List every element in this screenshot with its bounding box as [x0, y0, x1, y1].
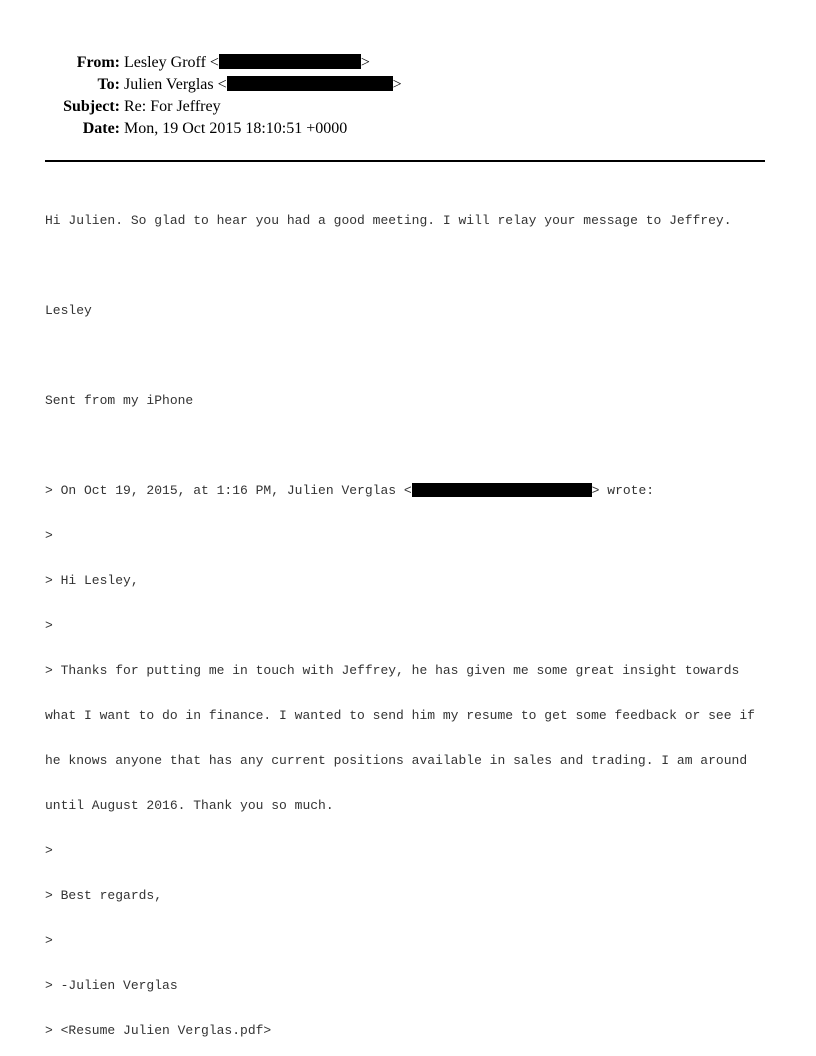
to-end: >	[392, 76, 402, 93]
date-value: Mon, 19 Oct 2015 18:10:51 +0000	[124, 120, 348, 137]
header-divider	[45, 160, 765, 162]
blank-line	[45, 258, 770, 273]
to-value	[124, 74, 402, 96]
quote-line: > Thanks for putting me in touch with Jeffrey, he has given me some great insight towards	[45, 663, 740, 678]
date-label: Date:	[82, 120, 120, 137]
greeting-line: Hi Julien. So glad to hear you had a good meeting. I will relay your message to Jeffrey.	[45, 213, 732, 228]
quote-line: > Hi Lesley,	[45, 573, 139, 588]
quote-line: >	[45, 843, 53, 858]
signature-line: Lesley	[45, 303, 92, 318]
blank-line	[45, 348, 770, 363]
blank-line	[45, 438, 770, 453]
quote-intro-start: > On Oct 19, 2015, at 1:16 PM, Julien Verglas <	[45, 483, 412, 498]
subject-row	[0, 96, 816, 118]
email-body	[45, 183, 770, 1053]
from-end: >	[360, 54, 370, 71]
quote-line: > -Julien Verglas	[45, 978, 178, 993]
from-name: Lesley Groff <	[124, 54, 219, 71]
from-value	[124, 52, 370, 74]
subject-label: Subject:	[63, 98, 120, 115]
quote-intro-end: > wrote:	[591, 483, 655, 498]
date-row	[0, 118, 816, 140]
attachment-line: > <Resume Julien Verglas.pdf>	[45, 1023, 272, 1038]
redacted-email	[412, 483, 592, 497]
to-name: Julien Verglas <	[124, 76, 227, 93]
subject-value: Re: For Jeffrey	[124, 98, 221, 115]
to-row	[0, 74, 816, 96]
quote-line: > Best regards,	[45, 888, 163, 903]
redacted-email	[219, 54, 361, 69]
quote-intro-line	[45, 483, 770, 498]
quote-line: he knows anyone that has any current positions available in sales and trading. I am around	[45, 753, 748, 768]
from-label: From:	[76, 54, 120, 71]
from-row	[0, 52, 816, 74]
quote-line: >	[45, 528, 53, 543]
quote-line: >	[45, 933, 53, 948]
email-header	[0, 52, 816, 140]
quote-line: >	[45, 618, 53, 633]
quote-line: until August 2016. Thank you so much.	[45, 798, 334, 813]
sent-from-line: Sent from my iPhone	[45, 393, 194, 408]
to-label: To:	[97, 76, 120, 93]
quote-line: what I want to do in finance. I wanted to send him my resume to get some feedback or see if	[45, 708, 755, 723]
redacted-email	[227, 76, 393, 91]
